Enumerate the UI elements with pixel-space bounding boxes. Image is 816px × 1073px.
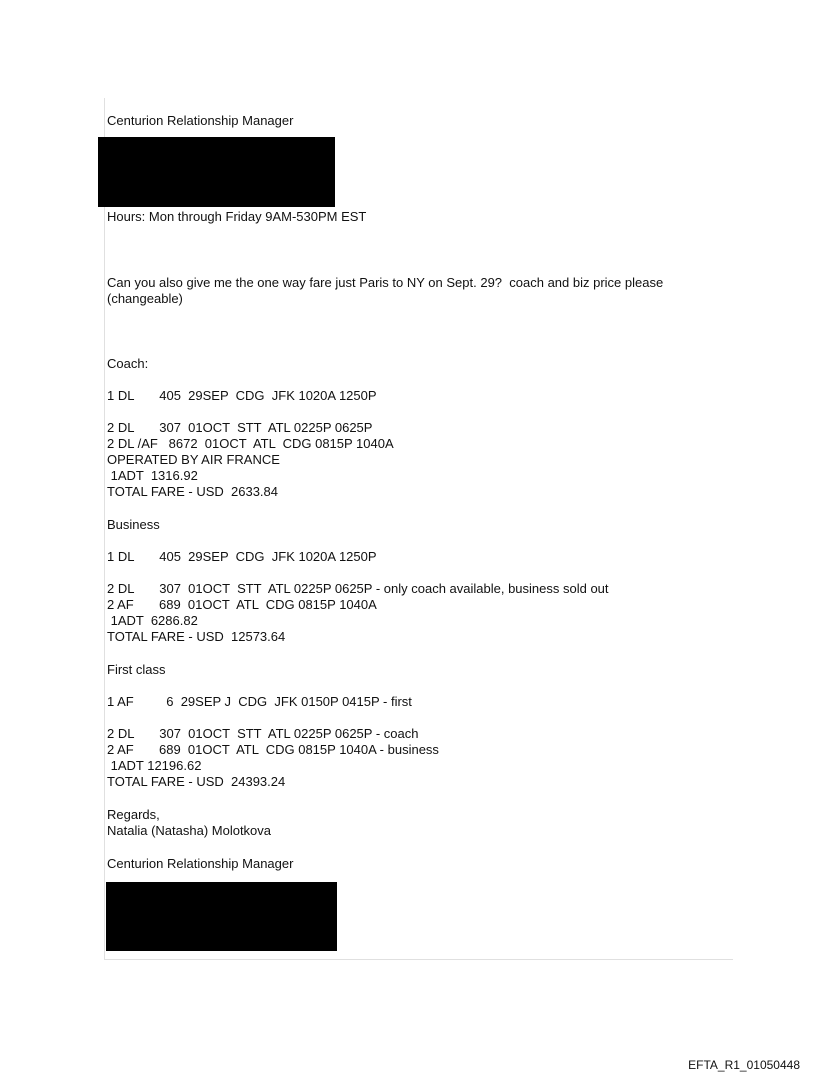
coach-adt-fare: 1ADT 1316.92 (107, 468, 198, 483)
redacted-block-top (98, 137, 335, 207)
business-segment-1: 1 DL 405 29SEP CDG JFK 1020A 1250P (107, 549, 377, 564)
document-id: EFTA_R1_01050448 (688, 1058, 800, 1072)
question-line-2: (changeable) (107, 291, 183, 306)
business-adt-fare: 1ADT 6286.82 (107, 613, 198, 628)
coach-operated-by: OPERATED BY AIR FRANCE (107, 452, 280, 467)
business-total-fare: TOTAL FARE - USD 12573.64 (107, 629, 286, 644)
coach-segment-3: 2 DL /AF 8672 01OCT ATL CDG 0815P 1040A (107, 436, 394, 451)
sender-name: Natalia (Natasha) Molotkova (107, 823, 272, 838)
first-total-fare: TOTAL FARE - USD 24393.24 (107, 774, 286, 789)
first-segment-1: 1 AF 6 29SEP J CDG JFK 0150P 0415P - first (107, 694, 412, 709)
first-adt-fare: 1ADT 12196.62 (107, 758, 202, 773)
coach-heading: Coach: (107, 356, 149, 371)
signature-title-bottom: Centurion Relationship Manager (107, 856, 294, 871)
question-line-1: Can you also give me the one way fare just Paris to NY on Sept. 29? coach and biz price please (107, 275, 664, 290)
business-segment-3: 2 AF 689 01OCT ATL CDG 0815P 1040A (107, 597, 377, 612)
coach-total-fare: TOTAL FARE - USD 2633.84 (107, 484, 278, 499)
regards-line: Regards, (107, 807, 160, 822)
first-class-heading: First class (107, 662, 166, 677)
coach-segment-1: 1 DL 405 29SEP CDG JFK 1020A 1250P (107, 388, 377, 403)
first-segment-2: 2 DL 307 01OCT STT ATL 0225P 0625P - coach (107, 726, 419, 741)
hours-line: Hours: Mon through Friday 9AM-530PM EST (107, 209, 367, 224)
business-heading: Business (107, 517, 160, 532)
signature-title-top: Centurion Relationship Manager (107, 113, 294, 128)
coach-segment-2: 2 DL 307 01OCT STT ATL 0225P 0625P (107, 420, 373, 435)
redacted-block-bottom (106, 882, 337, 951)
first-segment-3: 2 AF 689 01OCT ATL CDG 0815P 1040A - business (107, 742, 439, 757)
business-segment-2: 2 DL 307 01OCT STT ATL 0225P 0625P - only coach available, business sold out (107, 581, 609, 596)
